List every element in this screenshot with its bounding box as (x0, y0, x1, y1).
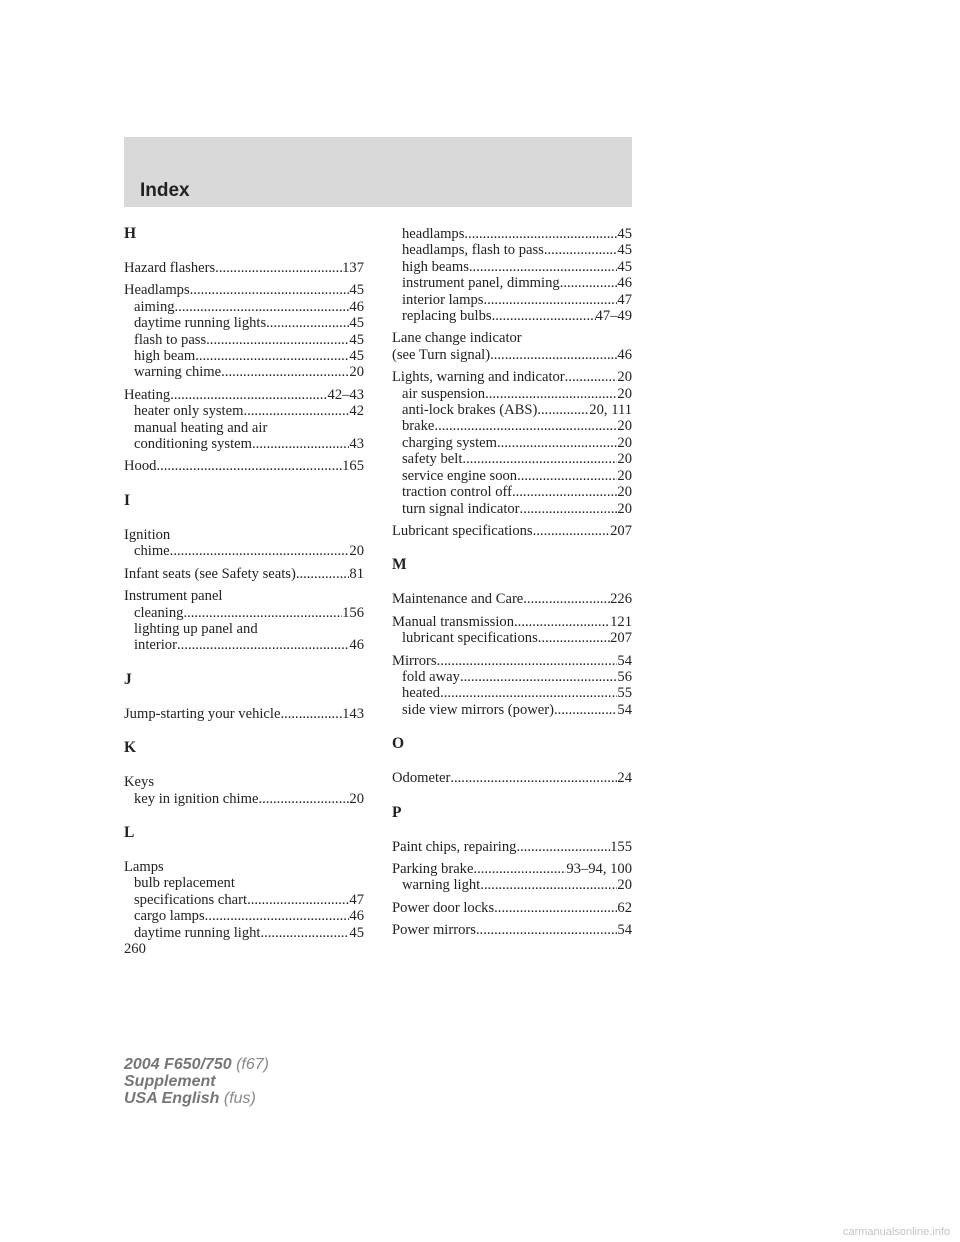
entry-text: Manual transmission (392, 613, 515, 630)
dot-leader (183, 605, 342, 621)
index-subentry (124, 420, 364, 436)
entry-text: side view mirrors (power) (402, 701, 554, 718)
entry-text: Hazard flashers (124, 260, 216, 276)
index-entry (124, 260, 364, 276)
entry-text: heater only system (134, 403, 244, 420)
page-reference: 46 (349, 298, 364, 315)
entry-text: Power door locks (392, 899, 495, 916)
page-reference: 45 (349, 348, 364, 365)
dot-leader (247, 892, 349, 908)
dot-leader (243, 403, 349, 419)
entry-text: daytime running light (134, 924, 261, 941)
entry-text: Maintenance and Care (392, 591, 524, 608)
page-number: 260 (124, 941, 146, 957)
dot-leader (483, 292, 617, 308)
page-reference: 43 (349, 436, 364, 453)
index-main-entry (124, 774, 364, 790)
dot-leader (560, 275, 618, 291)
entry-text: interior (134, 637, 177, 654)
page-reference: 45 (349, 282, 364, 299)
page-reference: 45 (349, 331, 364, 348)
index-entry (392, 839, 632, 855)
dot-leader (190, 282, 350, 298)
dot-leader (215, 260, 342, 276)
index-subentry (392, 402, 632, 418)
entry-text: aiming (134, 298, 175, 315)
header-title: Index (140, 180, 190, 201)
section-letter: O (392, 735, 405, 753)
entry-text: air suspension (402, 385, 486, 402)
index-entry (124, 706, 364, 722)
dot-leader (554, 702, 617, 718)
index-main-entry (392, 523, 632, 539)
page-reference: 93–94, 100 (566, 860, 632, 877)
entry-text: warning light (402, 877, 481, 894)
entry-text: cleaning (134, 604, 184, 621)
entry-text: Lights, warning and indicator (392, 369, 565, 386)
index-main-entry (392, 330, 632, 346)
section-letter: L (124, 823, 135, 841)
index-subentry (392, 685, 632, 701)
index-subentry (392, 418, 632, 434)
index-subentry (124, 332, 364, 348)
entry-text: Mirrors (392, 652, 437, 669)
index-entry (392, 330, 632, 363)
index-subentry (392, 501, 632, 517)
index-main-entry (392, 922, 632, 938)
entry-text: Hood (124, 458, 157, 475)
dot-leader (523, 591, 610, 607)
index-subentry (124, 605, 364, 621)
page-reference: 45 (617, 226, 632, 242)
index-entry (392, 523, 632, 539)
entry-text: Headlamps (124, 282, 190, 299)
entry-text: daytime running lights (134, 315, 267, 332)
dot-leader (538, 630, 610, 646)
dot-leader (440, 685, 617, 701)
entry-text: Power mirrors (392, 922, 476, 939)
entry-text: high beam (134, 348, 196, 365)
index-subentry (124, 543, 364, 559)
footer-supplement: Supplement (124, 1073, 216, 1090)
page-reference: 20 (349, 790, 364, 807)
entry-text: Lubricant specifications (392, 522, 533, 539)
index-entry (392, 653, 632, 719)
index-entry (392, 369, 632, 517)
entry-text: Lamps (124, 858, 164, 875)
dot-leader (533, 523, 610, 539)
page-reference: 165 (342, 458, 364, 475)
entry-text: high beams (402, 258, 469, 275)
page-reference: 24 (617, 770, 632, 787)
dot-leader (221, 364, 349, 380)
index-entry (124, 282, 364, 380)
footer-language-code: (fus) (219, 1090, 256, 1107)
index-subentry (124, 403, 364, 419)
index-subentry (392, 308, 632, 324)
document-footer (124, 1056, 269, 1107)
entry-text: Heating (124, 386, 171, 403)
index-subentry (392, 702, 632, 718)
dot-leader (516, 839, 610, 855)
index-entry (392, 922, 632, 938)
page-reference: 207 (610, 630, 632, 647)
index-main-entry (392, 861, 632, 877)
index-subentry (124, 299, 364, 315)
page-reference: 20 (617, 451, 632, 468)
entry-text: Parking brake (392, 860, 474, 877)
entry-text: cargo lamps (134, 908, 205, 925)
dot-leader (156, 458, 342, 474)
index-entry (124, 527, 364, 560)
dot-leader (473, 861, 566, 877)
page-reference: 20 (617, 484, 632, 501)
page-reference: 42–43 (327, 386, 364, 403)
dot-leader (517, 468, 617, 484)
dot-leader (462, 451, 617, 467)
dot-leader (494, 900, 617, 916)
page-reference: 20 (349, 364, 364, 381)
index-entry (124, 387, 364, 453)
index-main-entry (392, 369, 632, 385)
index-subentry (392, 630, 632, 646)
entry-text: instrument panel, dimming (402, 275, 560, 292)
entry-text: Infant seats (see Safety seats) (124, 565, 296, 582)
dot-leader (437, 653, 618, 669)
entry-text: warning chime (134, 364, 222, 381)
entry-text: key in ignition chime (134, 790, 259, 807)
index-main-entry (392, 347, 632, 363)
dot-leader (492, 308, 596, 324)
entry-text: fold away (402, 668, 460, 685)
dot-leader (205, 908, 350, 924)
index-entry (124, 859, 364, 941)
index-column-left (124, 226, 364, 947)
footer-model-code: (f67) (231, 1056, 269, 1073)
index-subentry (392, 877, 632, 893)
page-reference: 81 (349, 565, 364, 582)
dot-leader (170, 387, 327, 403)
entry-text: turn signal indicator (402, 500, 520, 517)
index-entry (392, 226, 632, 324)
index-subentry (124, 908, 364, 924)
entry-text: safety belt (402, 451, 463, 468)
entry-text: lighting up panel and (134, 620, 258, 637)
index-main-entry (124, 387, 364, 403)
index-entry (124, 588, 364, 654)
index-subentry (392, 259, 632, 275)
section-letter: P (392, 803, 402, 821)
dot-leader (175, 299, 350, 315)
entry-text: Jump-starting your vehicle (124, 705, 281, 722)
dot-leader (464, 226, 617, 242)
index-main-entry (124, 282, 364, 298)
page-reference: 46 (617, 275, 632, 292)
entry-text: flash to pass (134, 331, 207, 348)
entry-text: replacing bulbs (402, 308, 492, 325)
index-subentry (392, 484, 632, 500)
section-letter: J (124, 670, 132, 688)
section-letter: K (124, 739, 137, 757)
section-letter: M (392, 556, 407, 574)
footer-model: 2004 F650/750 (124, 1056, 232, 1073)
dot-leader (170, 543, 350, 559)
entry-text: interior lamps (402, 291, 484, 308)
dot-leader (512, 484, 617, 500)
entry-text: traction control off (402, 484, 512, 501)
page-reference: 20 (349, 543, 364, 560)
entry-text: specifications chart (134, 891, 248, 908)
dot-leader (260, 925, 349, 941)
entry-text: Ignition (124, 526, 171, 543)
page-reference: 20 (617, 418, 632, 435)
page-reference: 54 (617, 701, 632, 718)
index-main-entry (124, 260, 364, 276)
index-main-entry (124, 588, 364, 604)
dot-leader (480, 877, 617, 893)
index-entry (392, 770, 632, 786)
entry-text: headlamps, flash to pass (402, 242, 544, 259)
page-reference: 42 (349, 403, 364, 420)
page-reference: 20, 111 (589, 402, 632, 419)
page-reference: 20 (617, 434, 632, 451)
index-subentry (124, 925, 364, 941)
page-reference: 156 (342, 604, 364, 621)
entry-text: Keys (124, 774, 154, 791)
index-main-entry (124, 566, 364, 582)
page-reference: 137 (342, 260, 364, 276)
page-reference: 45 (617, 258, 632, 275)
index-subentry (124, 348, 364, 364)
entry-text: Lane change indicator (392, 330, 522, 347)
page-reference: 47–49 (595, 308, 632, 325)
index-subentry (392, 275, 632, 291)
dot-leader (296, 566, 350, 582)
dot-leader (434, 418, 617, 434)
page-reference: 54 (617, 652, 632, 669)
index-subentry (392, 292, 632, 308)
page-reference: 55 (617, 685, 632, 702)
dot-leader (485, 386, 617, 402)
page-reference: 45 (349, 924, 364, 941)
dot-leader (544, 242, 618, 258)
index-subentry (124, 436, 364, 452)
dot-leader (537, 402, 589, 418)
section-letter: H (124, 225, 137, 242)
page-reference: 20 (617, 385, 632, 402)
index-subentry (124, 315, 364, 331)
dot-leader (460, 669, 617, 685)
page-reference: 47 (617, 291, 632, 308)
page-reference: 45 (617, 242, 632, 259)
index-entry (124, 566, 364, 582)
index-subentry (124, 364, 364, 380)
page-reference: 20 (617, 369, 632, 386)
dot-leader (514, 614, 610, 630)
page-reference: 20 (617, 467, 632, 484)
index-subentry (124, 875, 364, 891)
watermark: carmanualsonline.info (842, 1226, 950, 1238)
index-entry (392, 900, 632, 916)
dot-leader (266, 315, 349, 331)
index-main-entry (124, 527, 364, 543)
dot-leader (195, 348, 349, 364)
page-reference: 121 (610, 613, 632, 630)
page-reference: 46 (349, 637, 364, 654)
dot-leader (206, 332, 349, 348)
index-subentry (392, 435, 632, 451)
index-subentry (392, 669, 632, 685)
dot-leader (490, 347, 617, 363)
dot-leader (476, 922, 618, 938)
index-subentry (392, 386, 632, 402)
entry-text: bulb replacement (134, 875, 235, 892)
index-entry (392, 614, 632, 647)
page-reference: 20 (617, 877, 632, 894)
index-subentry (124, 791, 364, 807)
index-main-entry (392, 614, 632, 630)
dot-leader (252, 436, 349, 452)
index-subentry (392, 468, 632, 484)
entry-text: lubricant specifications (402, 630, 538, 647)
index-subentry (392, 226, 632, 242)
dot-leader (565, 369, 618, 385)
index-main-entry (392, 900, 632, 916)
section-letter: I (124, 491, 131, 509)
entry-text: chime (134, 543, 170, 560)
entry-text: manual heating and air (134, 419, 268, 436)
page-reference: 143 (342, 705, 364, 722)
entry-text: service engine soon (402, 467, 518, 484)
page-reference: 226 (610, 591, 632, 608)
index-entry (392, 591, 632, 607)
dot-leader (497, 435, 617, 451)
index-main-entry (392, 591, 632, 607)
entry-text: Instrument panel (124, 588, 223, 605)
index-subentry (124, 637, 364, 653)
index-subentry (124, 892, 364, 908)
index-main-entry (124, 859, 364, 875)
entry-text: headlamps (402, 226, 465, 242)
index-main-entry (392, 770, 632, 786)
index-column-right (392, 226, 632, 945)
footer-language: USA English (124, 1090, 220, 1107)
page-reference: 207 (610, 522, 632, 539)
entry-text: charging system (402, 434, 497, 451)
entry-text: anti-lock brakes (ABS) (402, 402, 538, 419)
dot-leader (177, 637, 349, 653)
dot-leader (280, 706, 342, 722)
index-main-entry (124, 458, 364, 474)
page-reference: 46 (349, 908, 364, 925)
dot-leader (469, 259, 618, 275)
index-main-entry (392, 653, 632, 669)
page-reference: 56 (617, 668, 632, 685)
entry-text: Odometer (392, 770, 451, 787)
page-reference: 46 (617, 346, 632, 363)
page-reference: 20 (617, 500, 632, 517)
dot-leader (450, 770, 617, 786)
page-reference: 62 (617, 899, 632, 916)
page-reference: 155 (610, 838, 632, 855)
index-main-entry (124, 706, 364, 722)
entry-text: Paint chips, repairing (392, 838, 517, 855)
page-reference: 54 (617, 922, 632, 939)
index-entry (392, 861, 632, 894)
index-entry (124, 458, 364, 474)
dot-leader (258, 791, 349, 807)
entry-text: conditioning system (134, 436, 252, 453)
page-reference: 45 (349, 315, 364, 332)
entry-text: heated (402, 685, 441, 702)
entry-text: (see Turn signal) (392, 346, 491, 363)
index-subentry (124, 621, 364, 637)
index-subentry (392, 451, 632, 467)
entry-text: brake (402, 418, 435, 435)
index-main-entry (392, 839, 632, 855)
index-entry (124, 774, 364, 807)
page-reference: 47 (349, 891, 364, 908)
page-header (124, 137, 632, 207)
dot-leader (520, 501, 618, 517)
index-subentry (392, 242, 632, 258)
